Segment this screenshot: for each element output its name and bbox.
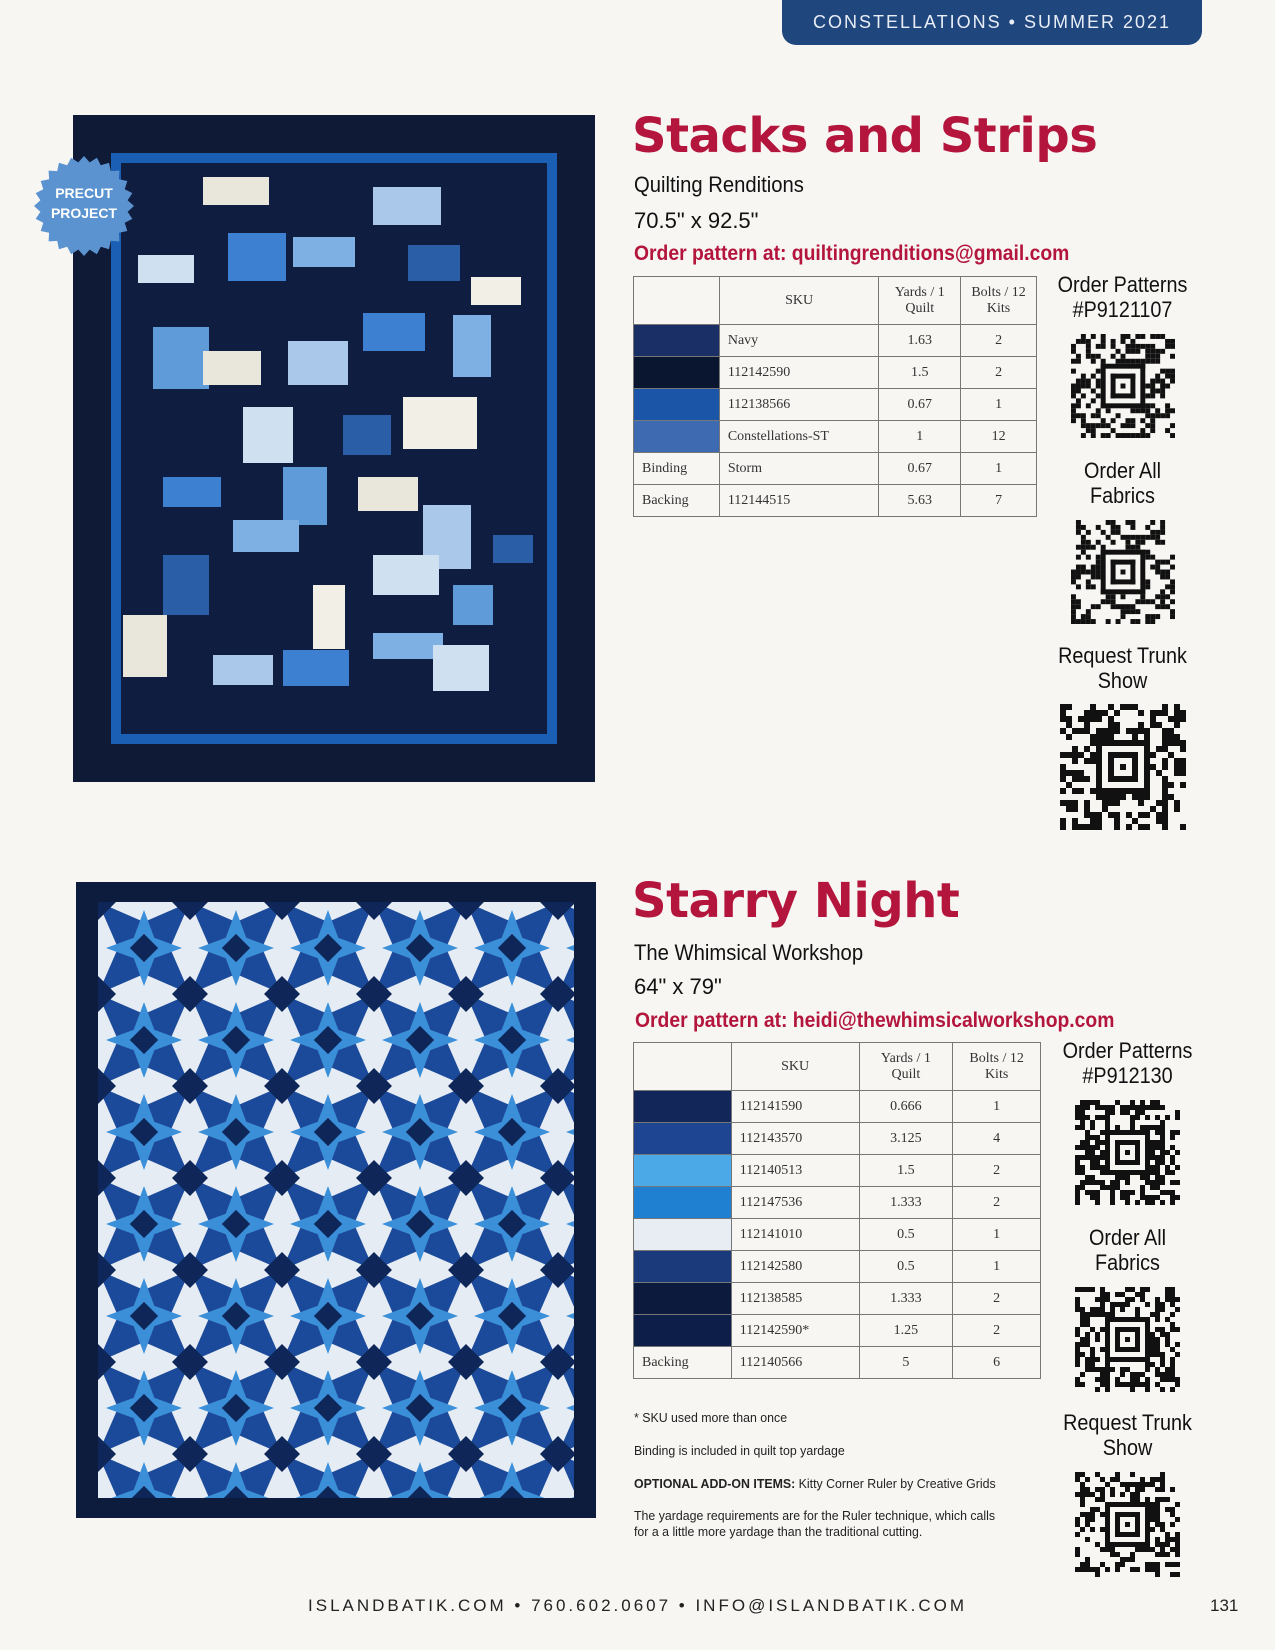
binding-note: Binding is included in quilt top yardage <box>634 1443 845 1458</box>
quilt-block <box>228 233 286 281</box>
row-label: Backing <box>634 1347 732 1379</box>
size-project2: 64" x 79" <box>634 974 722 999</box>
page-title-project1: Stacks and Strips <box>632 108 1098 164</box>
quilt-block <box>343 415 391 455</box>
order-patterns-label-2: Order Patterns #P912130 <box>1062 1038 1193 1088</box>
sku-cell: 112140513 <box>731 1155 859 1187</box>
quilt-block <box>293 237 355 267</box>
sku-cell: 112138566 <box>719 389 879 421</box>
fabric-swatch <box>634 1251 732 1283</box>
size-project1: 70.5" x 92.5" <box>634 208 759 233</box>
table-row <box>634 1187 1041 1219</box>
quilt-block <box>203 351 261 385</box>
table-header <box>634 1043 1041 1091</box>
designer-project1: Quilting Renditions <box>634 172 804 197</box>
quilt-block <box>213 655 273 685</box>
quilt-block <box>153 327 209 389</box>
sku-cell: 112143570 <box>731 1123 859 1155</box>
table-header <box>634 277 1037 325</box>
yards-cell: 5 <box>859 1347 953 1379</box>
quilt-block <box>163 555 209 615</box>
swatch-color <box>634 1315 731 1346</box>
order-patterns-qr-code[interactable] <box>1071 334 1175 438</box>
bolts-cell: 7 <box>961 485 1037 517</box>
stacks-and-strips-quilt-image <box>73 115 595 782</box>
order-fabrics-qr-code[interactable] <box>1071 520 1175 624</box>
yards-cell: 1.25 <box>859 1315 953 1347</box>
order-fabrics-label-1: Order All Fabrics <box>1083 458 1162 508</box>
quilt-block <box>408 245 460 281</box>
sku-cell: Navy <box>719 325 879 357</box>
fabric-swatch <box>634 1219 732 1251</box>
table-row <box>634 1155 1041 1187</box>
table-row <box>634 1251 1041 1283</box>
order-fabrics-label-2: Order All Fabrics <box>1088 1225 1167 1275</box>
swatch-color <box>634 421 719 452</box>
fabric-swatch <box>634 1155 732 1187</box>
sku-cell: 112138585 <box>731 1283 859 1315</box>
request-trunk-show-label-1: Request Trunk Show <box>1058 643 1187 693</box>
table-row <box>634 357 1037 389</box>
yards-cell: 0.5 <box>859 1219 953 1251</box>
quilt-block <box>283 467 327 525</box>
fabric-swatch <box>634 389 720 421</box>
bolts-cell: 2 <box>953 1283 1041 1315</box>
swatch-color <box>634 1187 731 1218</box>
swatch-color <box>634 357 719 388</box>
sku-cell: 112144515 <box>719 485 879 517</box>
header-yards: Yards / 1 Quilt <box>859 1043 953 1091</box>
yards-cell: 0.666 <box>859 1091 953 1123</box>
sku-cell: 112140566 <box>731 1347 859 1379</box>
fabric-swatch <box>634 357 720 389</box>
yardage-note: The yardage requirements are for the Ruler technique, which calls for a a little more yardage than the traditional cutting. <box>634 1508 996 1539</box>
swatch-color <box>634 1251 731 1282</box>
table-row <box>634 325 1037 357</box>
bolts-cell: 12 <box>961 421 1037 453</box>
quilt-block <box>288 341 348 385</box>
bolts-cell: 1 <box>953 1091 1041 1123</box>
fabric-swatch <box>634 1283 732 1315</box>
sku-cell: Constellations-ST <box>719 421 879 453</box>
order-pattern-project2[interactable]: Order pattern at: heidi@thewhimsicalworkshop.com <box>635 1009 1115 1032</box>
quilt-block <box>363 313 425 351</box>
header-tab: CONSTELLATIONS • SUMMER 2021 <box>782 0 1202 45</box>
quilt-block <box>403 397 477 449</box>
yards-cell: 1.333 <box>859 1283 953 1315</box>
fabric-table-project2 <box>633 1042 1041 1379</box>
table-row <box>634 1347 1041 1379</box>
bolts-cell: 2 <box>953 1155 1041 1187</box>
addon-note: OPTIONAL ADD-ON ITEMS: Kitty Corner Ruler by Creative Grids <box>634 1476 996 1491</box>
swatch-color <box>634 1123 731 1154</box>
order-fabrics-qr-code-2[interactable] <box>1075 1287 1180 1392</box>
quilt-block <box>138 255 194 283</box>
quilt-block <box>233 520 299 552</box>
table-row <box>634 389 1037 421</box>
header-swatch <box>634 277 720 325</box>
order-patterns-qr-code-2[interactable] <box>1075 1100 1180 1205</box>
swatch-color <box>634 1219 731 1250</box>
quilt-block <box>493 535 533 563</box>
bolts-cell: 1 <box>953 1251 1041 1283</box>
quilt-block <box>163 477 221 507</box>
precut-project-badge <box>34 156 134 256</box>
bolts-cell: 2 <box>953 1315 1041 1347</box>
order-patterns-label-1: Order Patterns #P9121107 <box>1057 272 1188 322</box>
quilt-block <box>123 615 167 677</box>
request-trunk-show-label-2: Request Trunk Show <box>1063 1410 1192 1460</box>
quilt-block <box>373 555 439 595</box>
table-row <box>634 453 1037 485</box>
quilt-block <box>313 585 345 649</box>
table-row <box>634 1123 1041 1155</box>
footer-contact: ISLANDBATIK.COM • 760.602.0607 • INFO@ISLANDBATIK.COM <box>308 1596 967 1615</box>
sku-cell: 112141010 <box>731 1219 859 1251</box>
quilt-block <box>283 650 349 686</box>
request-trunk-show-qr-code[interactable] <box>1060 704 1186 830</box>
quilt-block <box>453 315 491 377</box>
yards-cell: 1.63 <box>879 325 961 357</box>
header-bolts: Bolts / 12 Kits <box>961 277 1037 325</box>
bolts-cell: 2 <box>953 1187 1041 1219</box>
yards-cell: 0.67 <box>879 453 961 485</box>
yards-cell: 1.5 <box>879 357 961 389</box>
yards-cell: 1 <box>879 421 961 453</box>
table-row <box>634 421 1037 453</box>
swatch-color <box>634 1283 731 1314</box>
row-label: Binding <box>634 453 720 485</box>
bolts-cell: 1 <box>961 389 1037 421</box>
sku-cell: Storm <box>719 453 879 485</box>
bolts-cell: 1 <box>953 1219 1041 1251</box>
table-row <box>634 1283 1041 1315</box>
quilt-block <box>433 645 489 691</box>
header-bolts: Bolts / 12 Kits <box>953 1043 1041 1091</box>
bolts-cell: 1 <box>961 453 1037 485</box>
quilt-block <box>243 407 293 463</box>
fabric-swatch <box>634 1123 732 1155</box>
starry-night-quilt-image <box>76 882 596 1518</box>
yards-cell: 0.5 <box>859 1251 953 1283</box>
quilt-block <box>203 177 269 205</box>
table-row <box>634 1091 1041 1123</box>
header-sku: SKU <box>731 1043 859 1091</box>
swatch-color <box>634 1091 731 1122</box>
sku-cell: 112141590 <box>731 1091 859 1123</box>
badge-text: PRECUT PROJECT <box>50 185 118 221</box>
header-swatch <box>634 1043 732 1091</box>
designer-project2: The Whimsical Workshop <box>634 940 864 965</box>
sku-note: * SKU used more than once <box>634 1410 788 1425</box>
yards-cell: 0.67 <box>879 389 961 421</box>
yards-cell: 3.125 <box>859 1123 953 1155</box>
quilt-block <box>373 633 443 659</box>
order-pattern-project1[interactable]: Order pattern at: quiltingrenditions@gmail.com <box>634 242 1070 265</box>
swatch-color <box>634 389 719 420</box>
page-number: 131 <box>1210 1596 1239 1615</box>
fabric-swatch <box>634 1091 732 1123</box>
quilt-block <box>373 187 441 225</box>
swatch-color <box>634 1155 731 1186</box>
sku-cell: 112142580 <box>731 1251 859 1283</box>
fabric-swatch <box>634 1315 732 1347</box>
quilt-block <box>453 585 493 625</box>
table-row <box>634 1219 1041 1251</box>
header-yards: Yards / 1 Quilt <box>879 277 961 325</box>
quilt-block <box>471 277 521 305</box>
fabric-swatch <box>634 421 720 453</box>
sku-cell: 112147536 <box>731 1187 859 1219</box>
bolts-cell: 2 <box>961 325 1037 357</box>
yards-cell: 5.63 <box>879 485 961 517</box>
request-trunk-show-qr-code-2[interactable] <box>1075 1472 1180 1577</box>
fabric-swatch <box>634 325 720 357</box>
yards-cell: 1.333 <box>859 1187 953 1219</box>
row-label: Backing <box>634 485 720 517</box>
sku-cell: 112142590 <box>719 357 879 389</box>
bolts-cell: 6 <box>953 1347 1041 1379</box>
fabric-table-project1 <box>633 276 1037 517</box>
page-title-project2: Starry Night <box>632 873 960 929</box>
quilt-block <box>358 477 418 511</box>
swatch-color <box>634 325 719 356</box>
sku-cell: 112142590* <box>731 1315 859 1347</box>
table-row <box>634 1315 1041 1347</box>
fabric-swatch <box>634 1187 732 1219</box>
yards-cell: 1.5 <box>859 1155 953 1187</box>
bolts-cell: 4 <box>953 1123 1041 1155</box>
bolts-cell: 2 <box>961 357 1037 389</box>
table-row <box>634 485 1037 517</box>
header-sku: SKU <box>719 277 879 325</box>
